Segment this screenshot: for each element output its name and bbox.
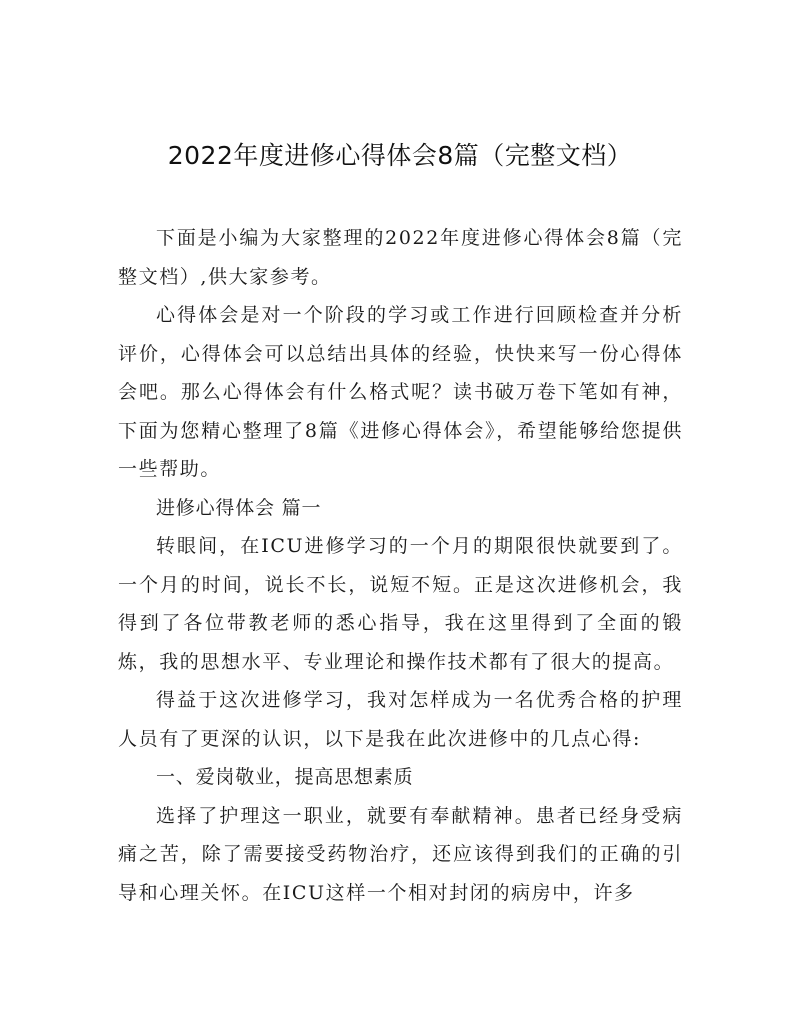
document-body	[118, 219, 683, 912]
section-heading: 进修心得体会 篇一	[156, 496, 322, 519]
body-paragraph: 选择了护理这一职业，就要有奉献精神。患者已经身受病痛之苦，除了需要接受药物治疗，还应该得到我们的正确的引导和心理关怀。在ICU这样一个相对封闭的病房中，许多	[118, 804, 683, 904]
body-paragraph: 心得体会是对一个阶段的学习或工作进行回顾检查并分析评价，心得体会可以总结出具体的经验，快快来写一份心得体会吧。那么心得体会有什么格式呢？读书破万卷下笔如有神，下面为您精心整理了8篇《进修心得体会》，希望能够给您提供一些帮助。	[118, 304, 683, 480]
document-title: 2022年度进修心得体会8篇（完整文档）	[167, 141, 633, 170]
body-paragraph: 得益于这次进修学习，我对怎样成为一名优秀合格的护理人员有了更深的认识，以下是我在此次进修中的几点心得:	[118, 689, 683, 750]
subsection-heading: 一、爱岗敬业，提高思想素质	[156, 766, 414, 788]
body-paragraph: 转眼间，在ICU进修学习的一个月的期限很快就要到了。一个月的时间，说长不长，说短不短。正是这次进修机会，我得到了各位带教老师的悉心指导，我在这里得到了全面的锻炼，我的思想水平、专业理论和操作技术都有了很大的提高。	[118, 535, 683, 673]
intro-paragraph: 下面是小编为大家整理的2022年度进修心得体会8篇（完整文档）,供大家参考。	[118, 227, 683, 288]
